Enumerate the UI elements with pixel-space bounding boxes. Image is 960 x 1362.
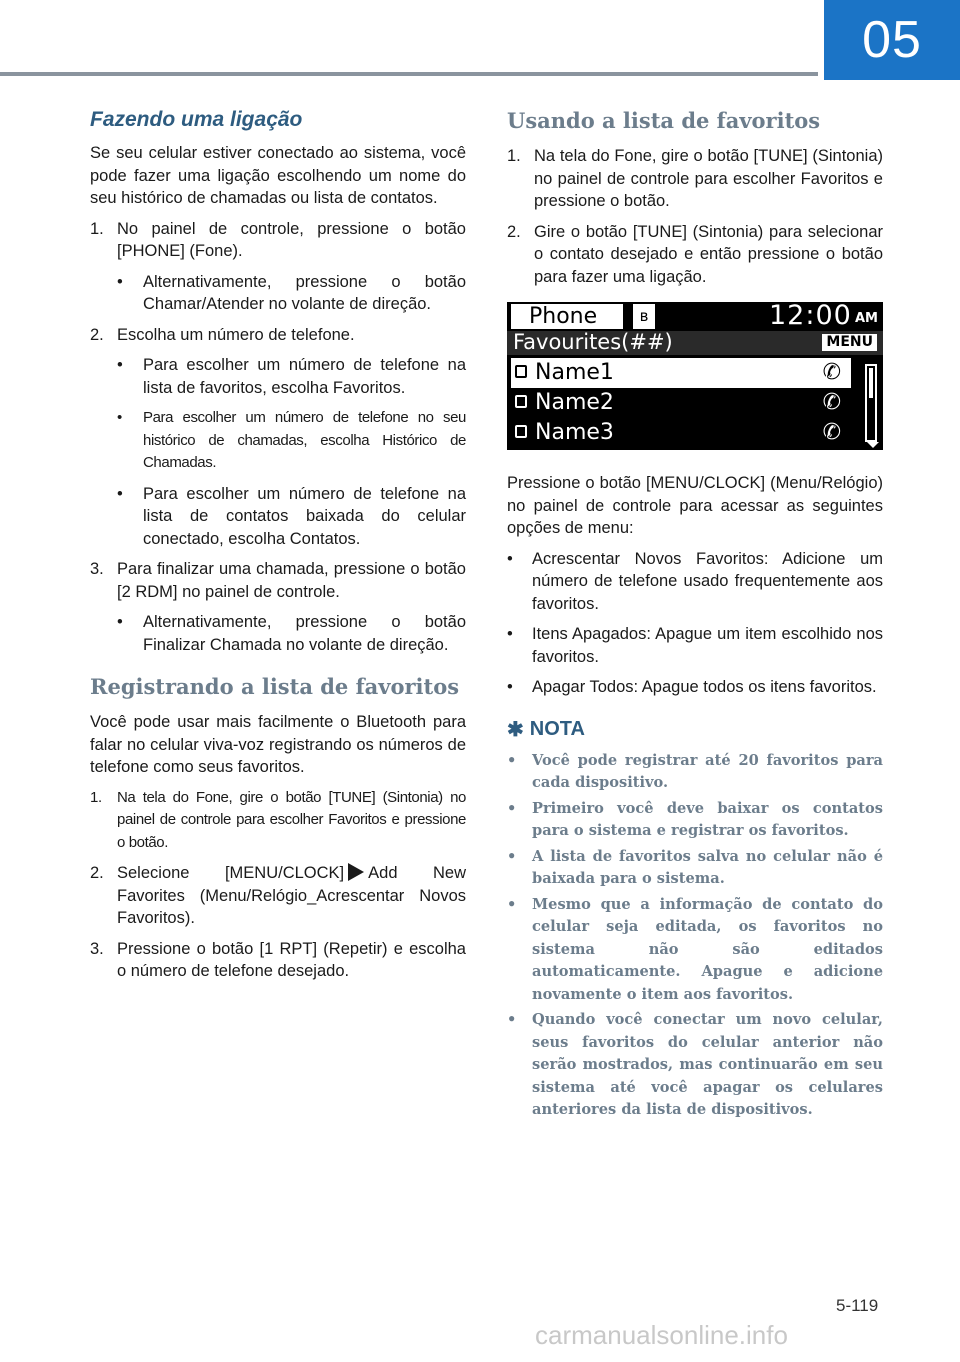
bullet-dot: • bbox=[507, 625, 513, 643]
note-star-icon: ✱ bbox=[507, 718, 524, 741]
note-text: Quando você conectar um novo celular, seus favoritos do celular anterior não serão mostrados, mas continuarão em seu sistema até você apagar os celulares anteriores da lista de dispositivos. bbox=[532, 1011, 883, 1118]
favorite-name: Name3 bbox=[535, 420, 614, 445]
bullet-dot: • bbox=[507, 751, 517, 769]
bullet-dot: • bbox=[507, 1011, 517, 1028]
phone-favorites-screen bbox=[507, 302, 883, 450]
arrow-right-icon bbox=[348, 863, 364, 881]
phone-icon bbox=[515, 395, 527, 408]
call-icon: ✆ bbox=[822, 420, 841, 445]
bullet-dot: • bbox=[117, 272, 123, 291]
call-icon: ✆ bbox=[822, 390, 841, 415]
watermark: carmanualsonline.info bbox=[535, 1320, 788, 1350]
favorite-row[interactable] bbox=[511, 388, 851, 418]
note-text: A lista de favoritos salva no celular não é baixada para o sistema. bbox=[532, 847, 883, 887]
list-item bbox=[507, 221, 883, 289]
bullet-text: Para escolher um número de telefone no seu histórico de chamadas, escolha Histórico de Chamadas. bbox=[143, 409, 466, 471]
note-text: Mesmo que a informação de contato do celular seja editada, os favoritos no sistema não são editados automaticamente. Apague e adicione novamente o item aos favoritos. bbox=[532, 895, 883, 1003]
item-number: 2. bbox=[90, 325, 104, 344]
bluetooth-icon: ʙ bbox=[633, 304, 655, 329]
section-title-making-call: Fazendo uma ligação bbox=[90, 108, 303, 131]
chapter-tab: 05 bbox=[824, 0, 960, 80]
item-number: 2. bbox=[90, 864, 104, 882]
bullet-item bbox=[90, 407, 466, 475]
bullet-dot: • bbox=[507, 549, 513, 568]
phone-icon bbox=[515, 425, 527, 438]
bullet-item bbox=[507, 548, 883, 616]
scroll-down-icon bbox=[867, 442, 879, 448]
item-text-before: Selecione [MENU/CLOCK] bbox=[117, 864, 345, 882]
bullet-dot: • bbox=[117, 484, 123, 503]
item-text-after: Add New Favorites (Menu/Relógio_Acrescentar Novos Favoritos). bbox=[117, 864, 466, 927]
bullet-text: Acrescentar Novos Favoritos: Adicione um número de telefone usado frequentemente aos favoritos. bbox=[532, 549, 883, 613]
bullet-dot: • bbox=[507, 847, 517, 865]
screen-title: Phone bbox=[511, 304, 623, 329]
bullet-text: Para escolher um número de telefone na lista de favoritos, escolha Favoritos. bbox=[143, 356, 466, 397]
favorite-name: Name1 bbox=[535, 360, 614, 385]
bullet-dot: • bbox=[507, 895, 517, 913]
screen-header bbox=[507, 302, 883, 330]
note-item bbox=[507, 750, 883, 795]
note-item bbox=[507, 846, 883, 891]
bullet-text: Apagar Todos: Apague todos os itens favoritos. bbox=[532, 678, 877, 696]
list-item bbox=[90, 558, 466, 603]
bullet-dot: • bbox=[117, 356, 123, 374]
favorite-name: Name2 bbox=[535, 390, 614, 415]
header-rule bbox=[0, 72, 818, 76]
section-intro: Se seu celular estiver conectado ao sistema, você pode fazer uma ligação escolhendo um nome do seu histórico de chamadas ou lista de contatos. bbox=[90, 144, 466, 207]
favourites-title: Favourites(##) bbox=[513, 330, 673, 354]
bullet-dot: • bbox=[507, 678, 513, 696]
bullet-dot: • bbox=[117, 409, 122, 426]
item-number: 3. bbox=[90, 939, 104, 958]
bullet-item bbox=[90, 354, 466, 399]
item-number: 1. bbox=[507, 147, 521, 165]
bullet-item bbox=[90, 271, 466, 316]
list-item bbox=[90, 787, 466, 855]
scrollbar-thumb[interactable] bbox=[869, 368, 873, 398]
left-column bbox=[90, 108, 466, 991]
bullet-item bbox=[507, 623, 883, 668]
note-item bbox=[507, 798, 883, 843]
scrollbar[interactable] bbox=[865, 364, 877, 442]
section-intro: Você pode usar mais facilmente o Bluetooth para falar no celular viva-voz registrando os números de telefone como seus favoritos. bbox=[90, 713, 466, 776]
bullet-dot: • bbox=[507, 799, 517, 817]
call-icon: ✆ bbox=[822, 360, 841, 385]
favorite-row[interactable] bbox=[511, 418, 851, 448]
item-number: 1. bbox=[90, 788, 102, 806]
item-text: Escolha um número de telefone. bbox=[117, 325, 355, 344]
menu-intro: Pressione o botão [MENU/CLOCK] (Menu/Relógio) no painel de controle para acessar as seguintes opções de menu: bbox=[507, 474, 883, 537]
item-text: Na tela do Fone, gire o botão [TUNE] (Sintonia) no painel de controle para escolher Favoritos e pressione o botão. bbox=[534, 147, 883, 210]
note-text: Você pode registrar até 20 favoritos para cada dispositivo. bbox=[532, 751, 883, 791]
bullet-text: Para escolher um número de telefone na lista de contatos baixada do celular conectado, escolha Contatos. bbox=[143, 484, 466, 548]
section-title-using-favorites: Usando a lista de favoritos bbox=[507, 108, 821, 133]
right-column bbox=[507, 108, 883, 1125]
phone-icon bbox=[515, 365, 527, 378]
item-text: Pressione o botão [1 RPT] (Repetir) e escolha o número de telefone desejado. bbox=[117, 939, 466, 980]
favorite-row[interactable] bbox=[511, 358, 851, 388]
list-item bbox=[90, 938, 466, 983]
note-item bbox=[507, 894, 883, 1007]
clock-time: 12:00 bbox=[769, 302, 852, 331]
item-text: No painel de controle, pressione o botão [PHONE] (Fone). bbox=[117, 219, 466, 260]
note-heading bbox=[507, 717, 883, 742]
note-item bbox=[507, 1009, 883, 1122]
clock-ampm: AM bbox=[855, 311, 878, 326]
bullet-item bbox=[90, 611, 466, 656]
list-item bbox=[507, 145, 883, 213]
item-text: Gire o botão [TUNE] (Sintonia) para selecionar o contato desejado e então pressione o botão para fazer uma ligação. bbox=[534, 222, 883, 286]
screen-subheader bbox=[507, 331, 883, 355]
page-number: 5-119 bbox=[836, 1296, 879, 1315]
list-item bbox=[90, 862, 466, 930]
item-number: 2. bbox=[507, 222, 521, 241]
list-item bbox=[90, 218, 466, 263]
bullet-text: Alternativamente, pressione o botão Finalizar Chamada no volante de direção. bbox=[143, 613, 466, 654]
bullet-text: Itens Apagados: Apague um item escolhido nos favoritos. bbox=[532, 625, 883, 666]
menu-button[interactable]: MENU bbox=[822, 334, 877, 351]
list-item bbox=[90, 324, 466, 347]
item-number: 3. bbox=[90, 560, 104, 578]
item-text: Na tela do Fone, gire o botão [TUNE] (Sintonia) no painel de controle para escolher Favoritos e pressione o botão. bbox=[117, 788, 466, 851]
note-text: Primeiro você deve baixar os contatos para o sistema e registrar os favoritos. bbox=[532, 799, 883, 839]
bullet-item bbox=[90, 483, 466, 551]
note-title: NOTA bbox=[529, 717, 585, 740]
bullet-text: Alternativamente, pressione o botão Chamar/Atender no volante de direção. bbox=[143, 272, 466, 313]
item-number: 1. bbox=[90, 219, 104, 238]
section-title-registering-favorites: Registrando a lista de favoritos bbox=[90, 674, 460, 699]
item-text: Para finalizar uma chamada, pressione o botão [2 RDM] no painel de controle. bbox=[117, 560, 466, 601]
bullet-dot: • bbox=[117, 613, 123, 631]
bullet-item bbox=[507, 676, 883, 699]
